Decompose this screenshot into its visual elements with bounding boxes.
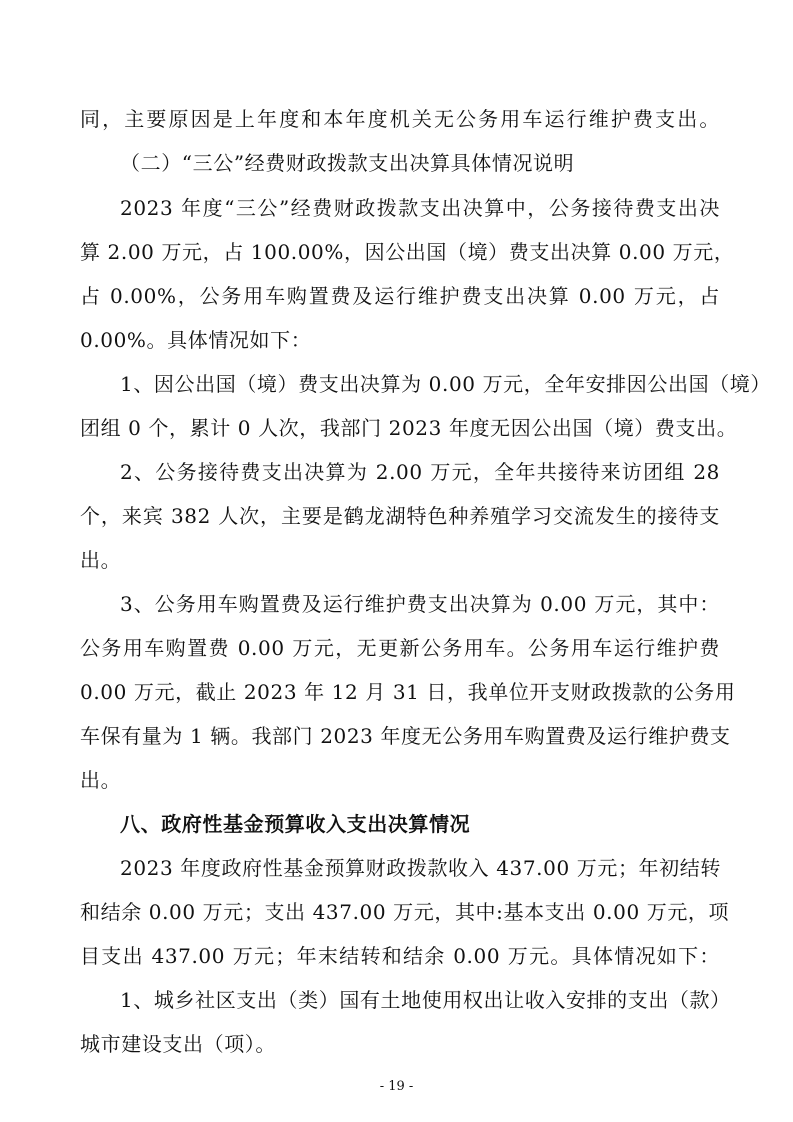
body-line: 3、公务用车购置费及运行维护费支出决算为 0.00 万元，其中： xyxy=(120,592,720,616)
body-line: 目支出 437.00 万元；年末结转和结余 0.00 万元。具体情况如下： xyxy=(80,944,720,968)
body-line: 2023 年度“三公”经费财政拨款支出决算中，公务接待费支出决 xyxy=(120,196,720,220)
body-line: 团组 0 个，累计 0 人次，我部门 2023 年度无因公出国（境）费支出。 xyxy=(80,416,738,440)
body-line: 算 2.00 万元，占 100.00%，因公出国（境）费支出决算 0.00 万元， xyxy=(80,240,735,264)
body-line: 同，主要原因是上年度和本年度机关无公务用车运行维护费支出。 xyxy=(80,107,720,131)
body-line: 占 0.00%，公务用车购置费及运行维护费支出决算 0.00 万元，占 xyxy=(80,284,720,308)
body-line: 1、城乡社区支出（类）国有土地使用权出让收入安排的支出（款） xyxy=(120,988,731,1012)
body-line: 2、公务接待费支出决算为 2.00 万元，全年共接待来访团组 28 xyxy=(120,460,720,484)
section-heading: 八、政府性基金预算收入支出决算情况 xyxy=(120,812,471,836)
body-line: 和结余 0.00 万元；支出 437.00 万元，其中:基本支出 0.00 万元，项 xyxy=(80,900,730,924)
body-line: 出。 xyxy=(80,768,122,792)
body-line: 公务用车购置费 0.00 万元，无更新公务用车。公务用车运行维护费 xyxy=(80,636,720,660)
body-line: 城市建设支出（项）。 xyxy=(80,1032,276,1056)
body-line: 0.00%。具体情况如下： xyxy=(80,328,312,352)
body-line: 车保有量为 1 辆。我部门 2023 年度无公务用车购置费及运行维护费支 xyxy=(80,724,731,748)
body-line: 0.00 万元，截止 2023 年 12 月 31 日，我单位开支财政拨款的公务用 xyxy=(80,680,736,704)
page-number: - 19 - xyxy=(379,1079,414,1094)
body-line: 出。 xyxy=(80,548,122,572)
body-line: 1、因公出国（境）费支出决算为 0.00 万元，全年安排因公出国（境） xyxy=(120,372,771,396)
body-line: 2023 年度政府性基金预算财政拨款收入 437.00 万元；年初结转 xyxy=(120,856,721,880)
body-line: 个，来宾 382 人次，主要是鹤龙湖特色种养殖学习交流发生的接待支 xyxy=(80,504,720,528)
subsection-heading: （二）“三公”经费财政拨款支出决算具体情况说明 xyxy=(120,151,575,175)
